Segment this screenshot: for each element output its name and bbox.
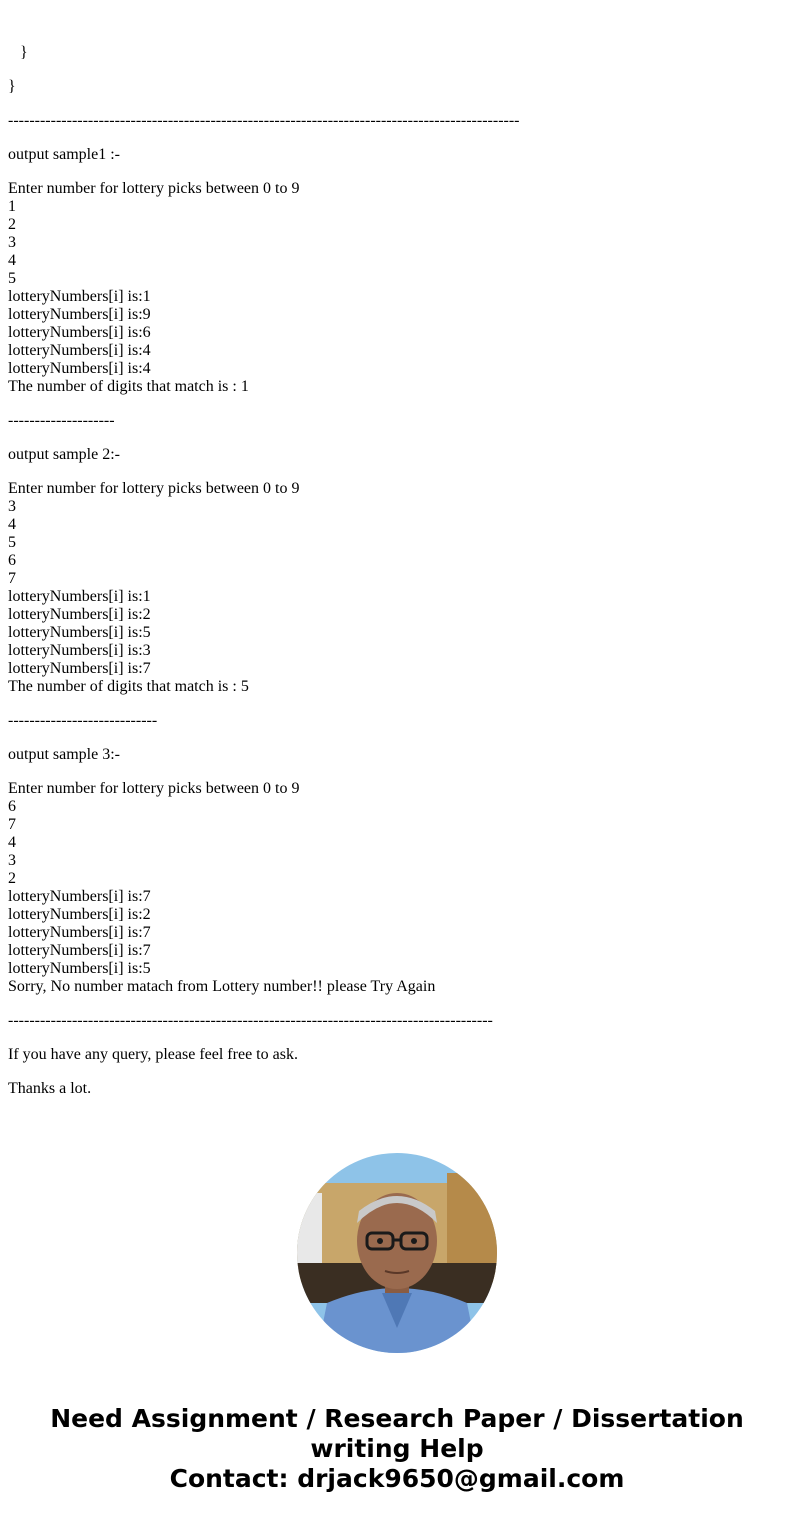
lottery-line: lotteryNumbers[i] is:2 xyxy=(8,606,151,623)
lottery-line: lotteryNumbers[i] is:7 xyxy=(8,924,151,941)
document-body xyxy=(8,44,778,1098)
promo-banner xyxy=(0,1404,794,1494)
sample-input: 5 xyxy=(8,534,16,551)
sample-input: 6 xyxy=(8,798,16,815)
separator-bottom: ------------------------------------------------------------------------------------------- xyxy=(8,1012,493,1029)
sample-input: 4 xyxy=(8,516,16,533)
lottery-line: lotteryNumbers[i] is:5 xyxy=(8,960,151,977)
code-closing-brace-inner: } xyxy=(8,44,28,61)
closing-thanks: Thanks a lot. xyxy=(8,1080,92,1097)
lottery-line: lotteryNumbers[i] is:4 xyxy=(8,360,151,377)
separator: ---------------------------- xyxy=(8,712,158,729)
lottery-line: lotteryNumbers[i] is:5 xyxy=(8,624,151,641)
lottery-line: lotteryNumbers[i] is:7 xyxy=(8,888,151,905)
sample-input: 6 xyxy=(8,552,16,569)
sample-result: The number of digits that match is : 5 xyxy=(8,678,249,695)
lottery-line: lotteryNumbers[i] is:4 xyxy=(8,342,151,359)
code-closing-brace-outer: } xyxy=(8,78,16,95)
sample-input: 5 xyxy=(8,270,16,287)
lottery-line: lotteryNumbers[i] is:7 xyxy=(8,660,151,677)
sample-prompt: Enter number for lottery picks between 0 to 9 xyxy=(8,780,300,797)
sample-input: 4 xyxy=(8,252,16,269)
lottery-line: lotteryNumbers[i] is:1 xyxy=(8,288,151,305)
lottery-line: lotteryNumbers[i] is:6 xyxy=(8,324,151,341)
sample-input: 7 xyxy=(8,816,16,833)
promo-contact[interactable]: Contact: drjack9650@gmail.com xyxy=(169,1464,625,1493)
sample-prompt: Enter number for lottery picks between 0 to 9 xyxy=(8,480,300,497)
sample-input: 2 xyxy=(8,216,16,233)
sample-result: Sorry, No number matach from Lottery number!! please Try Again xyxy=(8,978,436,995)
sample-heading: output sample 2:- xyxy=(8,446,120,463)
sample-input: 7 xyxy=(8,570,16,587)
separator: -------------------- xyxy=(8,412,115,429)
sample-heading: output sample 3:- xyxy=(8,746,120,763)
sample-input: 3 xyxy=(8,852,16,869)
sample-input: 3 xyxy=(8,498,16,515)
author-avatar xyxy=(297,1153,497,1353)
sample-prompt: Enter number for lottery picks between 0 to 9 xyxy=(8,180,300,197)
lottery-line: lotteryNumbers[i] is:3 xyxy=(8,642,151,659)
sample-input: 3 xyxy=(8,234,16,251)
sample-input: 4 xyxy=(8,834,16,851)
separator-top: ------------------------------------------------------------------------------------------------ xyxy=(8,112,520,129)
lottery-line: lotteryNumbers[i] is:9 xyxy=(8,306,151,323)
promo-line-2: writing Help xyxy=(310,1434,484,1463)
sample-heading: output sample1 :- xyxy=(8,146,120,163)
lottery-line: lotteryNumbers[i] is:7 xyxy=(8,942,151,959)
sample-result: The number of digits that match is : 1 xyxy=(8,378,249,395)
avatar-portrait xyxy=(297,1153,497,1353)
promo-line-1: Need Assignment / Research Paper / Dissertation xyxy=(50,1404,744,1433)
sample-input: 1 xyxy=(8,198,16,215)
closing-query: If you have any query, please feel free to ask. xyxy=(8,1046,298,1063)
lottery-line: lotteryNumbers[i] is:2 xyxy=(8,906,151,923)
lottery-line: lotteryNumbers[i] is:1 xyxy=(8,588,151,605)
sample-input: 2 xyxy=(8,870,16,887)
